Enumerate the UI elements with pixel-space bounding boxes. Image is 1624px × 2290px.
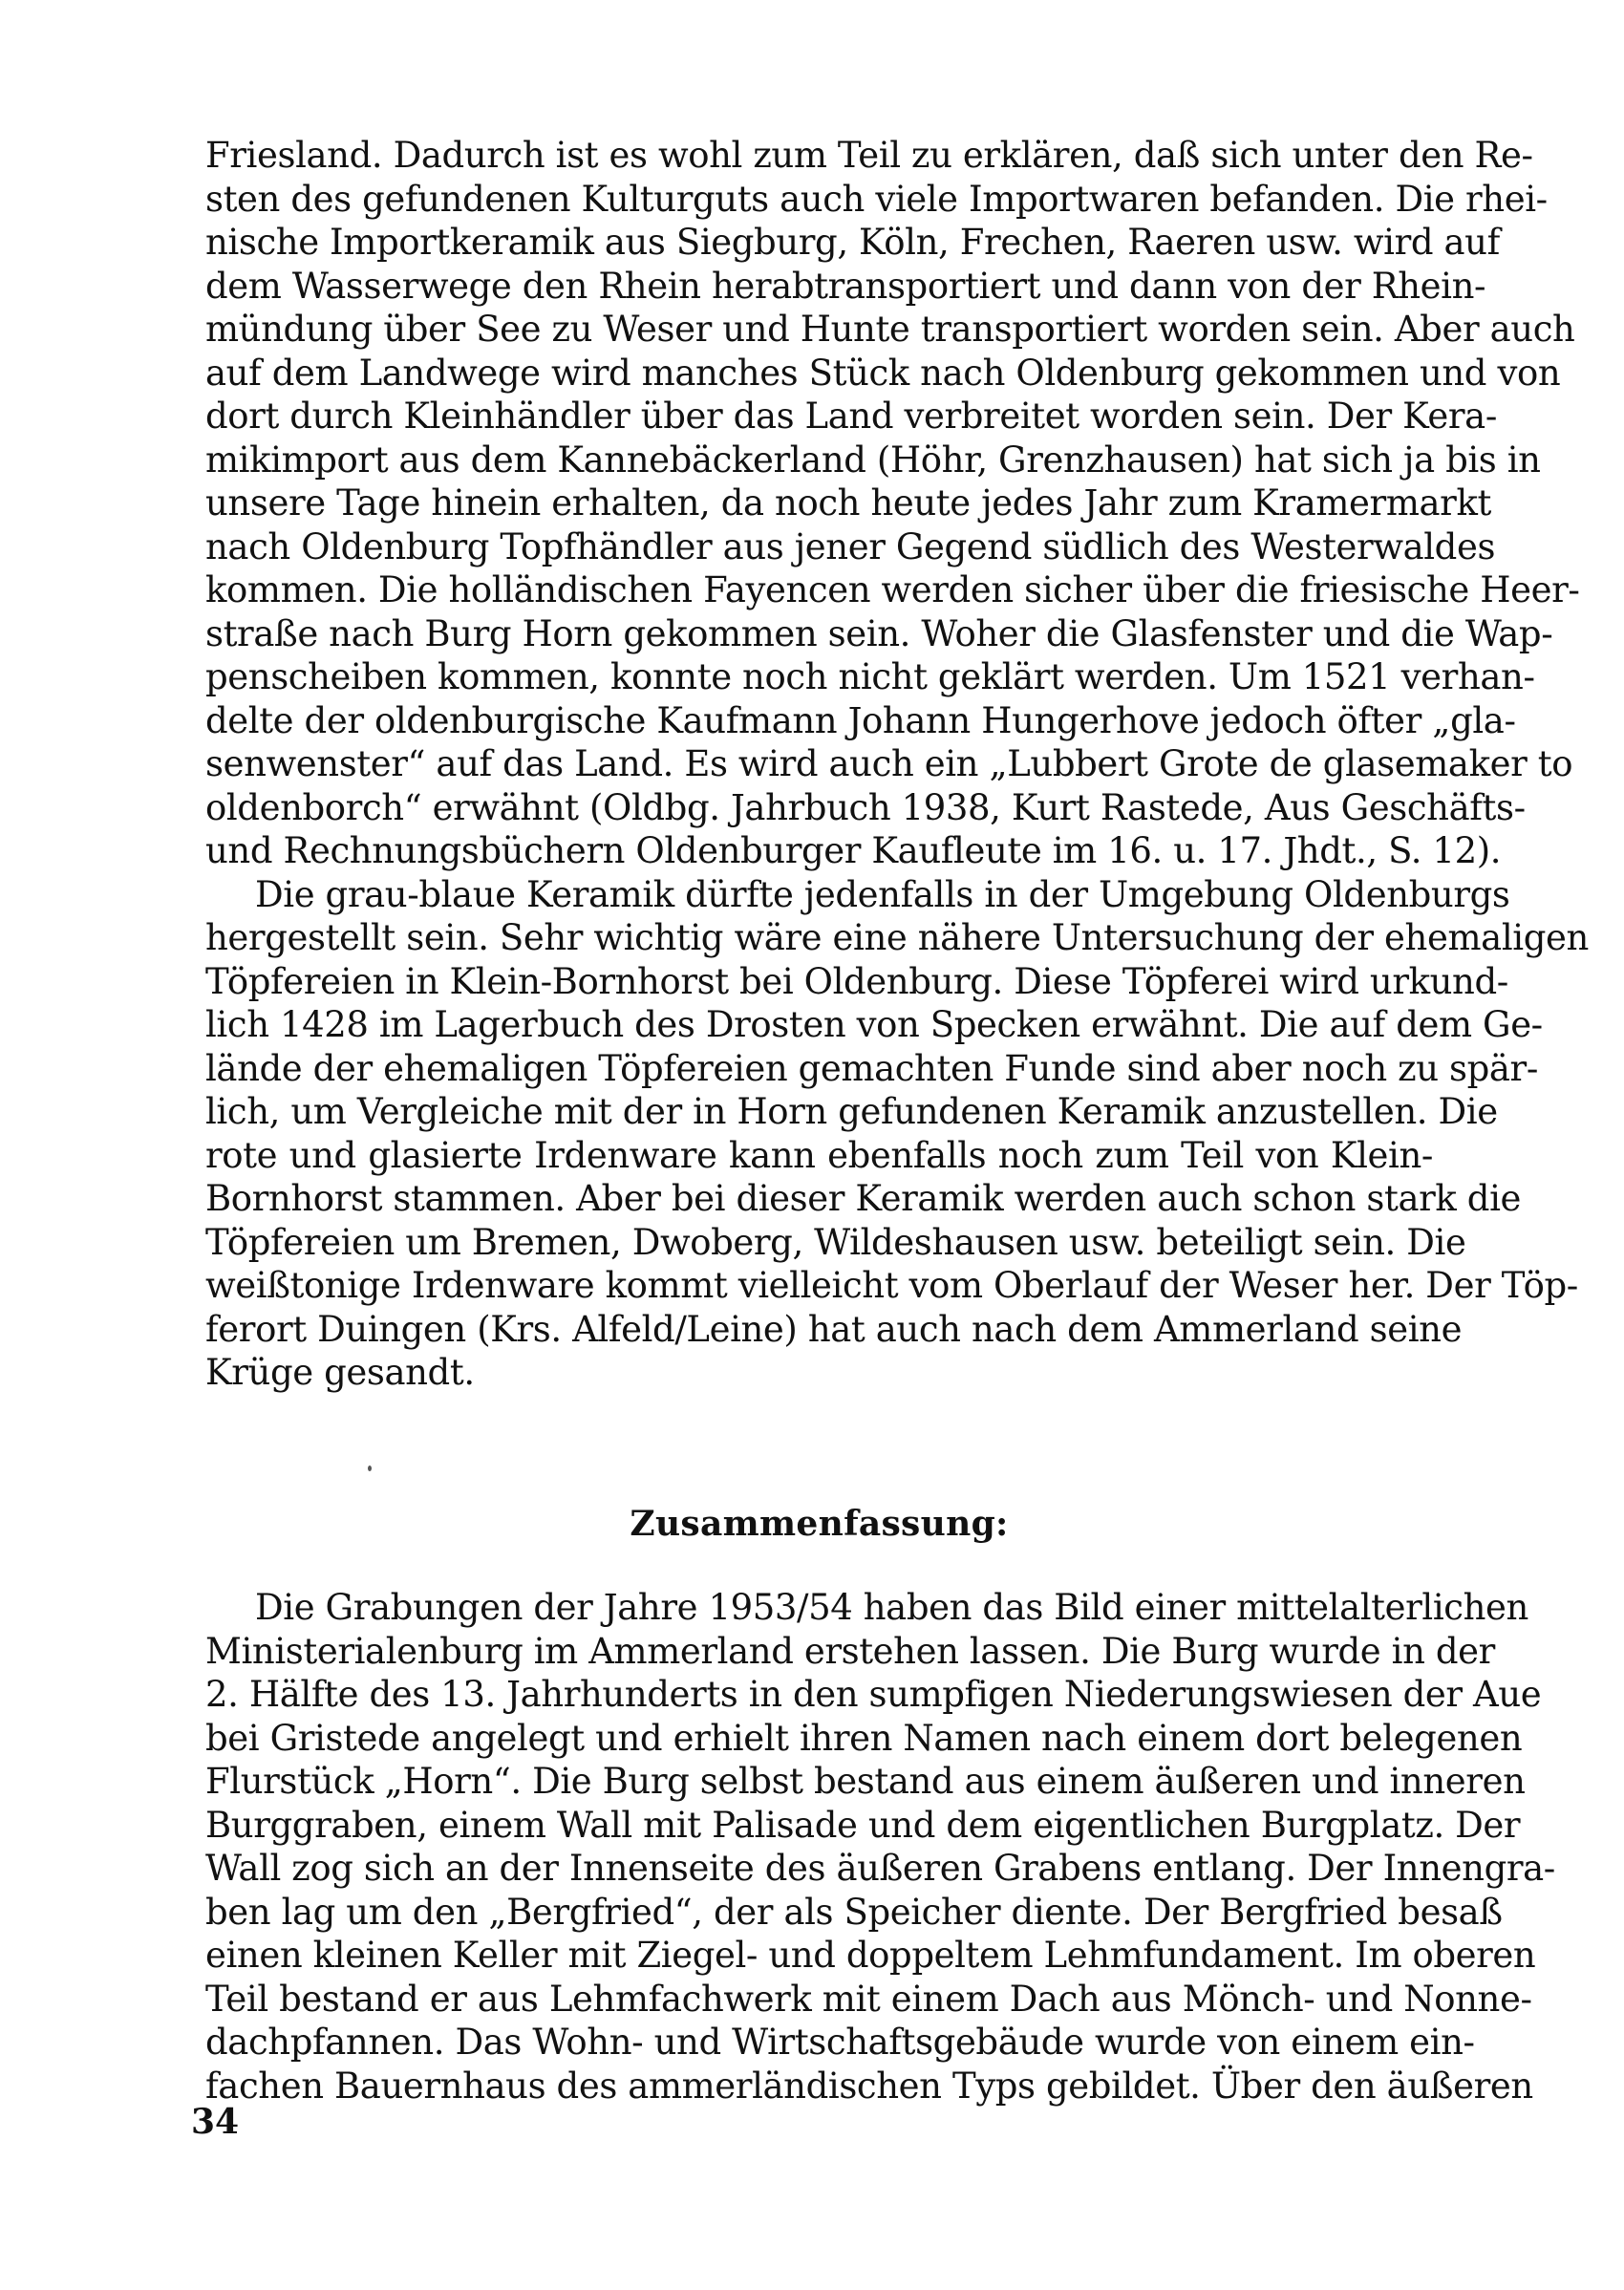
page-number: 34 — [191, 2102, 240, 2142]
text-line: dem Wasserwege den Rhein herabtransportiert und dann von der Rhein- — [205, 265, 1486, 307]
text-line: Töpfereien um Bremen, Dwoberg, Wildeshausen usw. beteiligt sein. Die — [205, 1221, 1466, 1263]
text-line: Die grau-blaue Keramik dürfte jedenfalls in der Umgebung Oldenburgs — [255, 873, 1510, 915]
text-line: ferort Duingen (Krs. Alfeld/Leine) hat auch nach dem Ammerland seine — [205, 1308, 1463, 1350]
text-line: hergestellt sein. Sehr wichtig wäre eine nähere Untersuchung der ehemaligen — [205, 917, 1589, 958]
text-line: und Rechnungsbüchern Oldenburger Kaufleute im 16. u. 17. Jhdt., S. 12). — [205, 830, 1502, 871]
main-text-upper — [205, 134, 1589, 1395]
text-line: penscheiben kommen, konnte noch nicht geklärt werden. Um 1521 verhan- — [205, 656, 1535, 697]
text-line: Friesland. Dadurch ist es wohl zum Teil zu erklären, daß sich unter den Re- — [205, 135, 1533, 176]
text-line: fachen Bauernhaus des ammerländischen Typs gebildet. Über den äußeren — [205, 2065, 1533, 2107]
paragraph-keramik-herkunft — [205, 873, 1589, 1395]
print-speck — [368, 1466, 372, 1471]
text-line: kommen. Die holländischen Fayencen werden sicher über die friesische Heer- — [205, 569, 1580, 610]
text-line: Teil bestand er aus Lehmfachwerk mit einem Dach aus Mönch- und Nonne- — [205, 1978, 1532, 2020]
text-line: Töpfereien in Klein-Bornhorst bei Oldenburg. Diese Töpferei wird urkund- — [205, 960, 1508, 1002]
text-line: Wall zog sich an der Innenseite des äußeren Grabens entlang. Der Innengra- — [205, 1848, 1555, 1889]
text-line: Ministerialenburg im Ammerland erstehen lassen. Die Burg wurde in der — [205, 1630, 1495, 1672]
text-line: lände der ehemaligen Töpfereien gemachten Funde sind aber noch zu spär- — [205, 1047, 1538, 1089]
text-line: Die Grabungen der Jahre 1953/54 haben das Bild einer mittelalterlichen — [255, 1587, 1528, 1628]
text-line: straße nach Burg Horn gekommen sein. Woher die Glasfenster und die Wap- — [205, 612, 1553, 654]
text-line: dort durch Kleinhändler über das Land verbreitet worden sein. Der Kera- — [205, 396, 1497, 437]
text-line: auf dem Landwege wird manches Stück nach Oldenburg gekommen und von — [205, 352, 1561, 394]
section-heading: Zusammenfassung: — [630, 1504, 1009, 1544]
text-line: mündung über See zu Weser und Hunte transportiert worden sein. Aber auch — [205, 309, 1575, 350]
text-line: sten des gefundenen Kulturguts auch viele Importwaren befanden. Die rhei- — [205, 178, 1548, 220]
text-line: unsere Tage hinein erhalten, da noch heute jedes Jahr zum Kramermarkt — [205, 482, 1491, 524]
text-line: Burggraben, einem Wall mit Palisade und dem eigentlichen Burgplatz. Der — [205, 1804, 1521, 1846]
text-line: Bornhorst stammen. Aber bei dieser Keramik werden auch schon stark die — [205, 1178, 1522, 1219]
text-line: rote und glasierte Irdenware kann ebenfalls noch zum Teil von Klein- — [205, 1134, 1433, 1176]
text-line: oldenborch“ erwähnt (Oldbg. Jahrbuch 1938, Kurt Rastede, Aus Geschäfts- — [205, 786, 1526, 828]
main-text-lower — [205, 1586, 1555, 2108]
text-line: 2. Hälfte des 13. Jahrhunderts in den sumpfigen Niederungswiesen der Aue — [205, 1674, 1542, 1715]
text-line: einen kleinen Keller mit Ziegel- und doppeltem Lehmfundament. Im oberen — [205, 1935, 1536, 1976]
text-line: lich 1428 im Lagerbuch des Drosten von Specken erwähnt. Die auf dem Ge- — [205, 1004, 1543, 1045]
text-line: weißtonige Irdenware kommt vielleicht vom Oberlauf der Weser her. Der Töp- — [205, 1265, 1578, 1306]
paragraph-zusammenfassung — [205, 1586, 1555, 2108]
text-line: mikimport aus dem Kannebäckerland (Höhr, Grenzhausen) hat sich ja bis in — [205, 439, 1541, 481]
text-line: Flurstück „Horn“. Die Burg selbst bestand aus einem äußeren und inneren — [205, 1761, 1526, 1802]
text-line: delte der oldenburgische Kaufmann Johann Hungerhove jedoch öfter „gla- — [205, 699, 1516, 741]
text-line: nische Importkeramik aus Siegburg, Köln, Frechen, Raeren usw. wird auf — [205, 222, 1500, 263]
paragraph-kulturgut-import — [205, 134, 1580, 873]
text-line: lich, um Vergleiche mit der in Horn gefundenen Keramik anzustellen. Die — [205, 1091, 1498, 1132]
text-line: dachpfannen. Das Wohn- und Wirtschaftsgebäude wurde von einem ein- — [205, 2022, 1475, 2063]
text-line: Krüge gesandt. — [205, 1352, 475, 1393]
text-line: ben lag um den „Bergfried“, der als Speicher diente. Der Bergfried besaß — [205, 1891, 1503, 1933]
text-line: senwenster“ auf das Land. Es wird auch ein „Lubbert Grote de glasemaker to — [205, 743, 1573, 784]
text-line: bei Gristede angelegt und erhielt ihren Namen nach einem dort belegenen — [205, 1717, 1523, 1759]
text-line: nach Oldenburg Topfhändler aus jener Gegend südlich des Westerwaldes — [205, 525, 1496, 567]
